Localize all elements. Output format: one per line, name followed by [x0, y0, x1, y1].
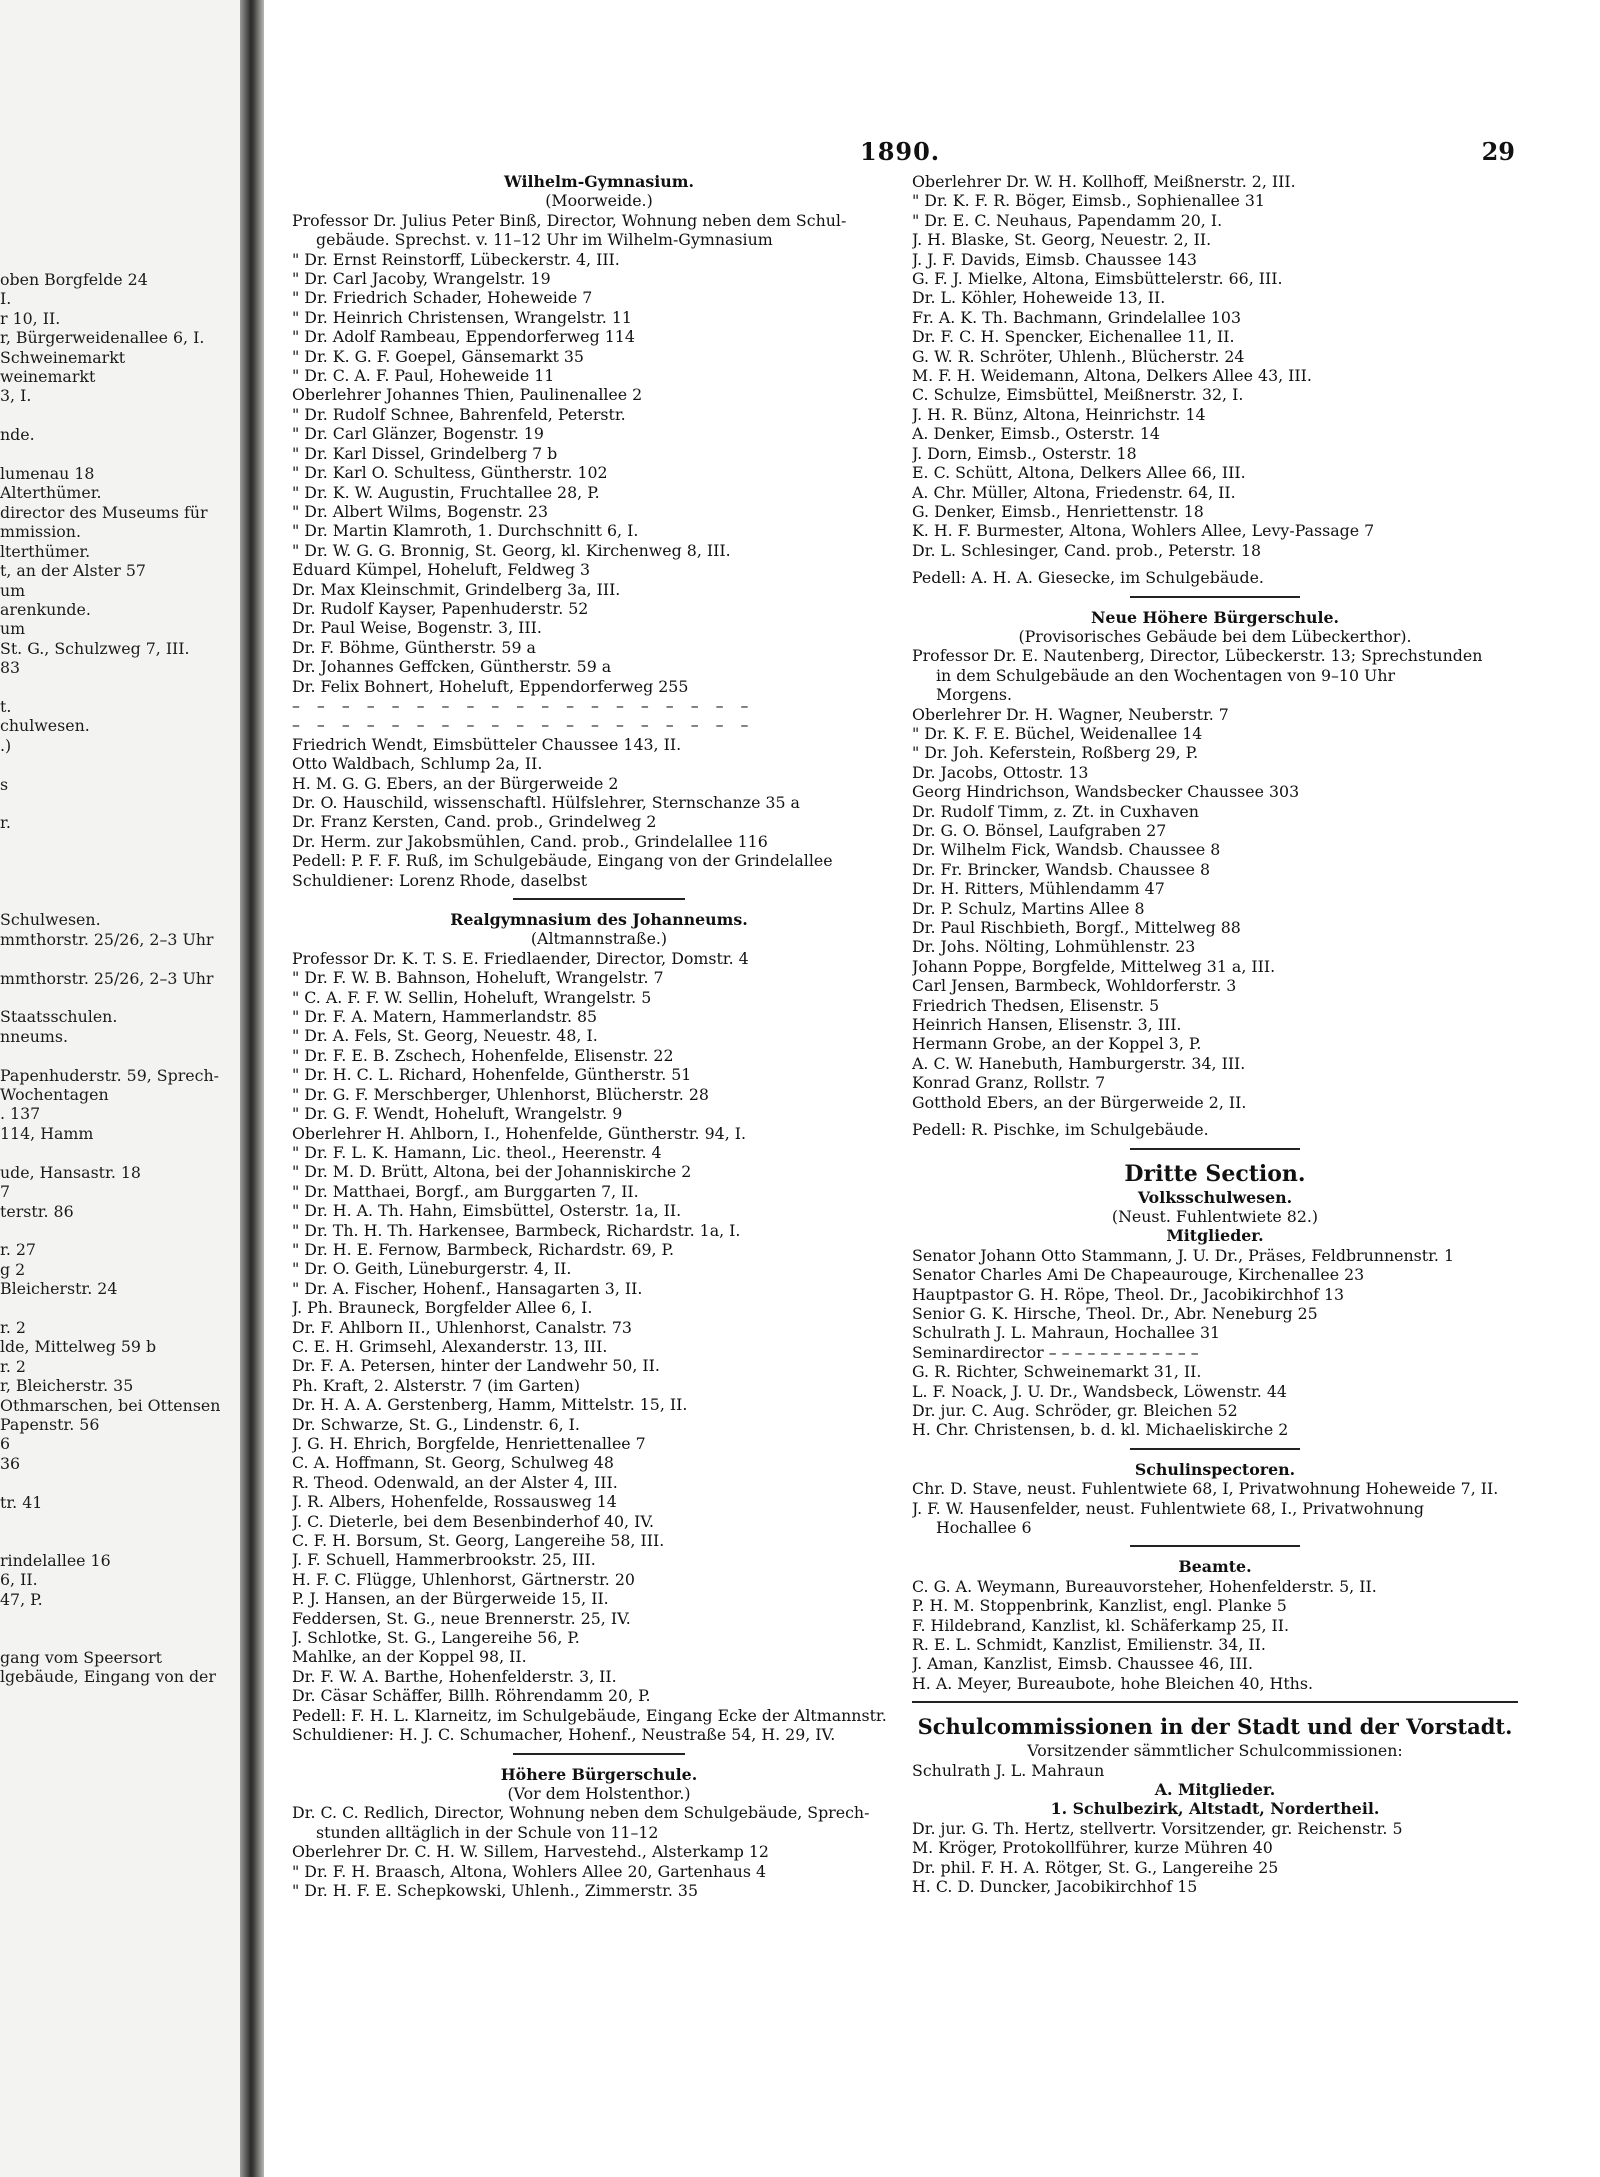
- left-page-line: 36: [0, 1453, 21, 1473]
- entry-line: " Dr. K. G. F. Goepel, Gänsemarkt 35: [292, 346, 584, 366]
- left-page-line: director des Museums für: [0, 502, 208, 522]
- left-page-line: s: [0, 774, 9, 794]
- entry-line: Heinrich Hansen, Elisenstr. 3, III.: [912, 1015, 1182, 1035]
- left-page-line: 114, Hamm: [0, 1123, 94, 1143]
- entry-line: " Dr. H. A. Th. Hahn, Eimsbüttel, Osterstr. 1a, II.: [292, 1201, 682, 1221]
- left-page-line: Wochentagen: [0, 1085, 109, 1105]
- entry-line: " Dr. H. C. L. Richard, Hohenfelde, Güntherstr. 51: [292, 1065, 692, 1085]
- book-gutter: [240, 0, 264, 2177]
- entry-line: H. A. Meyer, Bureaubote, hohe Bleichen 40, Hths.: [912, 1673, 1313, 1693]
- entry-line: " Dr. O. Geith, Lüneburgerstr. 4, II.: [292, 1259, 572, 1279]
- left-page-line: .): [0, 735, 12, 755]
- section-heading: Schulinspectoren.: [1134, 1459, 1296, 1479]
- entry-line: " Dr. K. F. R. Böger, Eimsb., Sophienallee 31: [912, 191, 1265, 211]
- left-page-line: [0, 678, 236, 697]
- left-page-line: um: [0, 580, 26, 600]
- left-page-line: Papenstr. 56: [0, 1414, 100, 1434]
- entry-line: " Dr. F. E. B. Zschech, Hohenfelde, Elisenstr. 22: [292, 1045, 674, 1065]
- entry-line: Dr. P. Schulz, Martins Allee 8: [912, 898, 1145, 918]
- entry-line: H. Chr. Christensen, b. d. kl. Michaeliskirche 2: [912, 1420, 1289, 1440]
- left-page-line: nneums.: [0, 1026, 68, 1046]
- entry-line: " Dr. Th. H. Th. Harkensee, Barmbeck, Richardstr. 1a, I.: [292, 1220, 741, 1240]
- page-number: 29: [1481, 137, 1515, 166]
- section-subtitle: (Altmannstraße.): [530, 929, 668, 949]
- entry-line: " Dr. K. F. E. Büchel, Weidenallee 14: [912, 723, 1203, 743]
- entry-line: G. R. Richter, Schweinemarkt 31, II.: [912, 1362, 1202, 1382]
- left-page-line: r, Bürgerweidenallee 6, I.: [0, 328, 205, 348]
- left-page-line: Bleicherstr. 24: [0, 1279, 118, 1299]
- left-column: [292, 172, 906, 1900]
- entry-line: " Dr. K. W. Augustin, Fruchtallee 28, P.: [292, 482, 600, 502]
- left-page-text: [0, 270, 236, 1687]
- entry-continuation: Morgens.: [936, 685, 1012, 705]
- left-page-line: 6, II.: [0, 1570, 38, 1590]
- left-page-line: mmthorstr. 25/26, 2–3 Uhr: [0, 968, 214, 988]
- entry-line: " Dr. Albert Wilms, Bogenstr. 23: [292, 501, 549, 521]
- entry-line: Dr. H. A. A. Gerstenberg, Hamm, Mittelstr. 15, II.: [292, 1395, 688, 1415]
- entry-line: Dr. Rudolf Kayser, Papenhuderstr. 52: [292, 598, 589, 618]
- entry-line: Professor Dr. E. Nautenberg, Director, Lübeckerstr. 13; Sprechstunden: [912, 646, 1483, 666]
- section-divider: [513, 898, 685, 900]
- left-page-line: t, an der Alster 57: [0, 561, 146, 581]
- entry-line: Dr. G. O. Bönsel, Laufgraben 27: [912, 821, 1167, 840]
- section-divider: [1130, 1448, 1300, 1450]
- major-section-heading: Dritte Section.: [1124, 1160, 1306, 1187]
- entry-line: " Dr. F. A. Matern, Hammerlandstr. 85: [292, 1007, 598, 1027]
- entry-line: " Dr. Friedrich Schader, Hoheweide 7: [292, 288, 593, 308]
- entry-line: Dr. O. Hauschild, wissenschaftl. Hülfslehrer, Sternschanze 35 a: [292, 793, 800, 812]
- left-page-line: [0, 891, 236, 910]
- left-page-line: [0, 1531, 236, 1550]
- left-page-line: [0, 988, 236, 1007]
- left-page-line: r. 2: [0, 1356, 26, 1376]
- left-page-line: [0, 1473, 236, 1492]
- entry-line: " Dr. Joh. Keferstein, Roßberg 29, P.: [912, 743, 1199, 763]
- left-page-line: [0, 755, 236, 774]
- entry-line: " Dr. Carl Jacoby, Wrangelstr. 19: [292, 269, 551, 289]
- entry-line: " Dr. Heinrich Christensen, Wrangelstr. 11: [292, 307, 632, 327]
- entry-line: Dr. jur. G. Th. Hertz, stellvertr. Vorsitzender, gr. Reichenstr. 5: [912, 1818, 1403, 1838]
- entry-line: P. J. Hansen, an der Bürgerweide 15, II.: [292, 1589, 609, 1609]
- entry-line: " Dr. Carl Glänzer, Bogenstr. 19: [292, 424, 544, 444]
- left-page-line: 3, I.: [0, 386, 32, 406]
- left-page-line: g 2: [0, 1259, 26, 1279]
- entry-line: Dr. F. Böhme, Güntherstr. 59 a: [292, 637, 536, 657]
- left-page-line: arenkunde.: [0, 599, 91, 619]
- spacer: [912, 560, 1518, 568]
- entry-line: Dr. F. C. H. Spencker, Eichenallee 11, II.: [912, 327, 1235, 347]
- entry-line: R. E. L. Schmidt, Kanzlist, Emilienstr. 34, II.: [912, 1635, 1266, 1655]
- entry-line: H. F. C. Flügge, Uhlenhorst, Gärtnerstr. 20: [292, 1569, 635, 1589]
- left-page-line: gang vom Speersort: [0, 1647, 162, 1667]
- section-heading: Neue Höhere Bürgerschule.: [1090, 607, 1339, 627]
- entry-line: J. Schlotke, St. G., Langereihe 56, P.: [292, 1628, 580, 1648]
- section-subtitle: Vorsitzender sämmtlicher Schulcommissionen:: [1027, 1741, 1403, 1761]
- left-page-line: r.: [0, 813, 11, 833]
- left-page-line: 83: [0, 658, 21, 678]
- left-page-line: [0, 1221, 236, 1240]
- entry-line: " Dr. F. W. B. Bahnson, Hoheluft, Wrangelstr. 7: [292, 968, 664, 988]
- left-page-line: um: [0, 619, 26, 639]
- entry-line: Senior G. K. Hirsche, Theol. Dr., Abr. Neneburg 25: [912, 1303, 1318, 1323]
- section-heading: Wilhelm-Gymnasium.: [504, 172, 694, 191]
- entry-line: Schulrath J. L. Mahraun: [912, 1760, 1105, 1780]
- entry-line: " Dr. F. H. Braasch, Altona, Wohlers Allee 20, Gartenhaus 4: [292, 1861, 766, 1881]
- entry-line: " Dr. G. F. Merschberger, Uhlenhorst, Blücherstr. 28: [292, 1084, 709, 1104]
- entry-line: Mahlke, an der Koppel 98, II.: [292, 1647, 527, 1667]
- entry-line: G. F. J. Mielke, Altona, Eimsbüttelerstr. 66, III.: [912, 269, 1283, 289]
- section-divider: [1130, 1545, 1300, 1547]
- entry-line: Dr. Rudolf Timm, z. Zt. in Cuxhaven: [912, 801, 1199, 821]
- entry-line: K. H. F. Burmester, Altona, Wohlers Allee, Levy-Passage 7: [912, 521, 1375, 541]
- entry-line: Senator Charles Ami De Chapeaurouge, Kirchenallee 23: [912, 1265, 1365, 1285]
- entry-line: Senator Johann Otto Stammann, J. U. Dr., Präses, Feldbrunnenstr. 1: [912, 1245, 1455, 1265]
- left-facing-page-fragment: [0, 0, 241, 2177]
- section-subtitle: (Provisorisches Gebäude bei dem Lübeckerthor).: [1018, 626, 1412, 646]
- entry-line: Dr. C. C. Redlich, Director, Wohnung neben dem Schulgebäude, Sprech-: [292, 1803, 870, 1823]
- entry-line: Seminardirector – – – – – – – – – – – –: [912, 1342, 1199, 1362]
- entry-line: " Dr. M. D. Brütt, Altona, bei der Johanniskirche 2: [292, 1162, 692, 1182]
- entry-line: F. Hildebrand, Kanzlist, kl. Schäferkamp 25, II.: [912, 1615, 1290, 1635]
- left-page-line: t.: [0, 696, 12, 716]
- entry-line: Ph. Kraft, 2. Alsterstr. 7 (im Garten): [292, 1375, 580, 1395]
- entry-line: Dr. Herm. zur Jakobsmühlen, Cand. prob., Grindelallee 116: [292, 831, 768, 851]
- left-page-line: St. G., Schulzweg 7, III.: [0, 638, 190, 658]
- left-page-line: r 10, II.: [0, 308, 61, 328]
- entry-line: R. Theod. Odenwald, an der Alster 4, III.: [292, 1472, 618, 1492]
- left-page-line: r, Bleicherstr. 35: [0, 1376, 134, 1396]
- entry-line: Dr. Cäsar Schäffer, Billh. Röhrendamm 20, P.: [292, 1686, 651, 1706]
- page-header: [270, 137, 1515, 167]
- entry-line: Hauptpastor G. H. Röpe, Theol. Dr., Jacobikirchhof 13: [912, 1284, 1345, 1304]
- section-subtitle: (Moorweide.): [545, 191, 653, 211]
- left-page-line: rindelallee 16: [0, 1550, 111, 1570]
- entry-line: Oberlehrer Dr. W. H. Kollhoff, Meißnerstr. 2, III.: [912, 172, 1296, 191]
- entry-line: J. H. R. Bünz, Altona, Heinrichstr. 14: [912, 404, 1206, 424]
- left-page-line: mmthorstr. 25/26, 2–3 Uhr: [0, 929, 214, 949]
- entry-line: E. C. Schütt, Altona, Delkers Allee 66, III.: [912, 463, 1246, 483]
- entry-line: C. A. Hoffmann, St. Georg, Schulweg 48: [292, 1453, 614, 1473]
- left-page-line: lumenau 18: [0, 464, 95, 484]
- major-section-heading: Schulcommissionen in der Stadt und der Vorstadt.: [917, 1714, 1513, 1740]
- entry-line: Feddersen, St. G., neue Brennerstr. 25, IV.: [292, 1608, 631, 1628]
- entry-line: H. M. G. G. Ebers, an der Bürgerweide 2: [292, 773, 619, 793]
- left-page-line: [0, 1609, 236, 1628]
- left-page-line: Staatsschulen.: [0, 1007, 118, 1027]
- left-page-line: weinemarkt: [0, 367, 96, 387]
- left-page-line: 47, P.: [0, 1589, 43, 1609]
- left-page-line: 7: [0, 1182, 11, 1202]
- left-page-line: Papenhuderstr. 59, Sprech-: [0, 1065, 219, 1085]
- entry-line: A. Denker, Eimsb., Osterstr. 14: [912, 424, 1160, 444]
- entry-line: J. G. H. Ehrich, Borgfelde, Henriettenallee 7: [292, 1434, 646, 1453]
- entry-line: " Dr. G. F. Wendt, Hoheluft, Wrangelstr. 9: [292, 1104, 623, 1124]
- entry-line: " Dr. A. Fels, St. Georg, Neuestr. 48, I.: [292, 1026, 598, 1046]
- entry-line: Oberlehrer Johannes Thien, Paulinenallee 2: [292, 385, 643, 405]
- left-page-line: [0, 1299, 236, 1318]
- entry-line: M. F. H. Weidemann, Altona, Delkers Allee 43, III.: [912, 366, 1312, 386]
- entry-line: C. E. H. Grimsehl, Alexanderstr. 13, III.: [292, 1336, 608, 1356]
- entry-line: " Dr. H. F. E. Schepkowski, Uhlenh., Zimmerstr. 35: [292, 1880, 699, 1900]
- left-page-line: lgebäude, Eingang von der: [0, 1667, 216, 1687]
- entry-line: Dr. Paul Rischbieth, Borgf., Mittelweg 88: [912, 918, 1241, 938]
- entry-line: Konrad Granz, Rollstr. 7: [912, 1073, 1106, 1093]
- left-page-line: nde.: [0, 425, 35, 445]
- entry-line: " C. A. F. F. W. Sellin, Hoheluft, Wrangelstr. 5: [292, 987, 652, 1007]
- left-page-line: r. 27: [0, 1240, 36, 1260]
- entry-line: Dr. Franz Kersten, Cand. prob., Grindelweg 2: [292, 812, 657, 832]
- entry-line: A. Chr. Müller, Altona, Friedenstr. 64, II.: [912, 482, 1236, 502]
- right-column: [912, 172, 1518, 1897]
- entry-line: Dr. Schwarze, St. G., Lindenstr. 6, I.: [292, 1414, 580, 1434]
- left-page-line: I.: [0, 289, 12, 309]
- left-page-line: tr. 41: [0, 1492, 43, 1512]
- entry-line: J. H. Blaske, St. Georg, Neuestr. 2, II.: [912, 230, 1212, 250]
- dash-line: – – – – – – – – – – – – – – – – – – –: [292, 715, 755, 735]
- left-page-line: terstr. 86: [0, 1201, 74, 1221]
- section-divider: [1130, 1148, 1300, 1150]
- entry-line: G. W. R. Schröter, Uhlenh., Blücherstr. 24: [912, 346, 1245, 366]
- left-page-line: [0, 872, 236, 891]
- entry-line: Fr. A. K. Th. Bachmann, Grindelallee 103: [912, 307, 1242, 327]
- entry-line: Dr. F. W. A. Barthe, Hohenfelderstr. 3, II.: [292, 1666, 617, 1686]
- entry-line: Oberlehrer Dr. H. Wagner, Neuberstr. 7: [912, 704, 1229, 724]
- left-page-line: Schweinemarkt: [0, 347, 126, 367]
- section-heading: Höhere Bürgerschule.: [500, 1764, 698, 1784]
- entry-line: C. F. H. Borsum, St. Georg, Langereihe 58, III.: [292, 1531, 665, 1551]
- left-page-line: [0, 406, 236, 425]
- entry-line: Johann Poppe, Borgfelde, Mittelweg 31 a, III.: [912, 956, 1276, 976]
- left-page-line: Othmarschen, bei Ottensen: [0, 1395, 221, 1415]
- entry-line: Carl Jensen, Barmbeck, Wohldorferstr. 3: [912, 976, 1237, 996]
- entry-line: J. Aman, Kanzlist, Eimsb. Chaussee 46, III.: [912, 1654, 1253, 1674]
- entry-line: Professor Dr. K. T. S. E. Friedlaender, Director, Domstr. 4: [292, 948, 749, 968]
- entry-line: Dr. F. A. Petersen, hinter der Landwehr 50, II.: [292, 1356, 660, 1376]
- entry-line: Gotthold Ebers, an der Bürgerweide 2, II.: [912, 1092, 1247, 1112]
- entry-line: C. Schulze, Eimsbüttel, Meißnerstr. 32, I.: [912, 385, 1244, 405]
- entry-line: " Dr. Karl O. Schultess, Güntherstr. 102: [292, 463, 608, 483]
- left-page-line: Alterthümer.: [0, 483, 102, 503]
- left-page-line: 6: [0, 1434, 11, 1454]
- entry-line: L. F. Noack, J. U. Dr., Wandsbeck, Löwenstr. 44: [912, 1381, 1287, 1401]
- entry-continuation: gebäude. Sprechst. v. 11–12 Uhr im Wilhelm-Gymnasium: [316, 230, 773, 250]
- entry-line: Hermann Grobe, an der Koppel 3, P.: [912, 1034, 1202, 1054]
- left-page-line: [0, 852, 236, 871]
- entry-line: Pedell: P. F. F. Ruß, im Schulgebäude, Eingang von der Grindelallee: [292, 851, 833, 871]
- entry-line: Schuldiener: Lorenz Rhode, daselbst: [292, 870, 588, 890]
- entry-line: Otto Waldbach, Schlump 2a, II.: [292, 754, 543, 774]
- entry-line: " Dr. H. E. Fernow, Barmbeck, Richardstr. 69, P.: [292, 1239, 675, 1259]
- left-page-line: . 137: [0, 1104, 41, 1124]
- entry-line: Schuldiener: H. J. C. Schumacher, Hohenf., Neustraße 54, H. 29, IV.: [292, 1725, 836, 1745]
- left-page-line: oben Borgfelde 24: [0, 270, 148, 289]
- entry-line: J. F. W. Hausenfelder, neust. Fuhlentwiete 68, I., Privatwohnung: [912, 1498, 1425, 1518]
- section-divider: [912, 1701, 1518, 1703]
- section-divider: [1130, 596, 1300, 598]
- entry-line: " Dr. Ernst Reinstorff, Lübeckerstr. 4, III.: [292, 249, 620, 269]
- entry-continuation: in dem Schulgebäude an den Wochentagen von 9–10 Uhr: [936, 665, 1396, 685]
- entry-line: " Dr. F. L. K. Hamann, Lic. theol., Heerenstr. 4: [292, 1142, 662, 1162]
- entry-continuation: stunden alltäglich in der Schule von 11–12: [316, 1822, 659, 1842]
- section-heading: Mitglieder.: [1166, 1226, 1264, 1246]
- entry-line: " Dr. A. Fischer, Hohenf., Hansagarten 3, II.: [292, 1278, 643, 1298]
- dash-line: – – – – – – – – – – – – – – – – – – –: [292, 695, 755, 715]
- entry-line: Oberlehrer H. Ahlborn, I., Hohenfelde, Güntherstr. 94, I.: [292, 1123, 746, 1143]
- entry-line: H. C. D. Duncker, Jacobikirchhof 15: [912, 1877, 1198, 1897]
- left-page-line: r. 2: [0, 1317, 26, 1337]
- left-page-line: [0, 1143, 236, 1162]
- entry-line: Dr. H. Ritters, Mühlendamm 47: [912, 879, 1165, 899]
- left-page-line: Schulwesen.: [0, 910, 101, 930]
- left-page-line: [0, 1046, 236, 1065]
- entry-line: " Dr. W. G. G. Bronnig, St. Georg, kl. Kirchenweg 8, III.: [292, 540, 731, 560]
- entry-line: " Dr. Karl Dissel, Grindelberg 7 b: [292, 443, 558, 463]
- entry-line: M. Kröger, Protokollführer, kurze Mühren 40: [912, 1838, 1273, 1858]
- page-year: 1890.: [860, 137, 941, 166]
- entry-line: " Dr. Matthaei, Borgf., am Burggarten 7, II.: [292, 1181, 639, 1201]
- entry-continuation: Hochallee 6: [936, 1518, 1032, 1537]
- entry-line: J. Dorn, Eimsb., Osterstr. 18: [912, 443, 1137, 463]
- entry-line: G. Denker, Eimsb., Henriettenstr. 18: [912, 501, 1204, 521]
- entry-line: " Dr. Martin Klamroth, 1. Durchschnitt 6, I.: [292, 521, 639, 541]
- entry-line: Dr. Max Kleinschmit, Grindelberg 3a, III.: [292, 579, 621, 599]
- entry-line: Pedell: F. H. L. Klarneitz, im Schulgebäude, Eingang Ecke der Altmannstr.: [292, 1705, 887, 1725]
- section-heading: A. Mitglieder.: [1154, 1780, 1276, 1800]
- section-heading: 1. Schulbezirk, Altstadt, Nordertheil.: [1050, 1799, 1380, 1819]
- entry-line: Dr. Wilhelm Fick, Wandsb. Chaussee 8: [912, 840, 1221, 860]
- entry-line: Dr. Johs. Nölting, Lohmühlenstr. 23: [912, 937, 1196, 957]
- entry-line: " Dr. Rudolf Schnee, Bahrenfeld, Peterstr.: [292, 404, 626, 424]
- left-page-line: lterthümer.: [0, 541, 91, 561]
- spacer: [912, 1112, 1518, 1120]
- entry-line: " Dr. C. A. F. Paul, Hoheweide 11: [292, 366, 555, 386]
- entry-line: J. R. Albers, Hohenfelde, Rossausweg 14: [292, 1492, 617, 1512]
- entry-line: Dr. phil. F. H. A. Rötger, St. G., Langereihe 25: [912, 1857, 1279, 1877]
- entry-line: " Dr. E. C. Neuhaus, Papendamm 20, I.: [912, 210, 1223, 230]
- entry-line: A. C. W. Hanebuth, Hamburgerstr. 34, III.: [912, 1053, 1246, 1073]
- entry-line: J. Ph. Brauneck, Borgfelder Allee 6, I.: [292, 1298, 593, 1318]
- entry-line: Georg Hindrichson, Wandsbecker Chaussee 303: [912, 782, 1300, 802]
- section-divider: [513, 1753, 685, 1755]
- left-page-line: [0, 445, 236, 464]
- entry-line: Dr. F. Ahlborn II., Uhlenhorst, Canalstr. 73: [292, 1317, 632, 1337]
- entry-line: Friedrich Thedsen, Elisenstr. 5: [912, 995, 1160, 1015]
- entry-line: Eduard Kümpel, Hoheluft, Feldweg 3: [292, 560, 591, 580]
- entry-line: Pedell: A. H. A. Giesecke, im Schulgebäude.: [912, 568, 1264, 588]
- left-page-line: [0, 949, 236, 968]
- entry-line: P. H. M. Stoppenbrink, Kanzlist, engl. Planke 5: [912, 1596, 1287, 1616]
- entry-line: J. C. Dieterle, bei dem Besenbinderhof 40, IV.: [292, 1511, 655, 1531]
- section-subtitle: (Neust. Fuhlentwiete 82.): [1111, 1206, 1319, 1226]
- entry-line: Dr. L. Köhler, Hoheweide 13, II.: [912, 288, 1166, 308]
- entry-line: J. J. F. Davids, Eimsb. Chaussee 143: [912, 249, 1197, 269]
- entry-line: Dr. Fr. Brincker, Wandsb. Chaussee 8: [912, 859, 1211, 879]
- section-heading: Volksschulwesen.: [1137, 1187, 1293, 1207]
- entry-line: " Dr. Adolf Rambeau, Eppendorferweg 114: [292, 327, 635, 347]
- section-heading: Realgymnasium des Johanneums.: [450, 910, 748, 930]
- entry-line: Chr. D. Stave, neust. Fuhlentwiete 68, I, Privatwohnung Hoheweide 7, II.: [912, 1479, 1499, 1499]
- entry-line: Dr. Paul Weise, Bogenstr. 3, III.: [292, 618, 542, 638]
- section-heading: Beamte.: [1178, 1557, 1252, 1577]
- left-page-line: [0, 1628, 236, 1647]
- left-page-line: lde, Mittelweg 59 b: [0, 1337, 157, 1357]
- entry-line: Dr. Felix Bohnert, Hoheluft, Eppendorferweg 255: [292, 676, 689, 696]
- entry-line: J. F. Schuell, Hammerbrookstr. 25, III.: [292, 1550, 596, 1570]
- left-page-line: [0, 1512, 236, 1531]
- entry-line: Professor Dr. Julius Peter Binß, Director, Wohnung neben dem Schul-: [292, 210, 847, 230]
- entry-line: Dr. Jacobs, Ottostr. 13: [912, 762, 1089, 782]
- section-subtitle: (Vor dem Holstenthor.): [507, 1783, 691, 1803]
- left-page-line: [0, 794, 236, 813]
- left-page-line: ude, Hansastr. 18: [0, 1162, 141, 1182]
- left-page-line: mmission.: [0, 522, 81, 542]
- left-page-line: chulwesen.: [0, 716, 90, 736]
- entry-line: Schulrath J. L. Mahraun, Hochallee 31: [912, 1323, 1221, 1343]
- entry-line: Dr. Johannes Geffcken, Güntherstr. 59 a: [292, 657, 612, 677]
- entry-line: Dr. L. Schlesinger, Cand. prob., Peterstr. 18: [912, 540, 1262, 560]
- entry-line: Oberlehrer Dr. C. H. W. Sillem, Harvestehd., Alsterkamp 12: [292, 1842, 769, 1862]
- entry-line: Dr. jur. C. Aug. Schröder, gr. Bleichen 52: [912, 1400, 1238, 1420]
- entry-line: Pedell: R. Pischke, im Schulgebäude.: [912, 1120, 1209, 1140]
- left-page-line: [0, 833, 236, 852]
- entry-line: Friedrich Wendt, Eimsbütteler Chaussee 143, II.: [292, 734, 682, 754]
- entry-line: C. G. A. Weymann, Bureauvorsteher, Hohenfelderstr. 5, II.: [912, 1576, 1377, 1596]
